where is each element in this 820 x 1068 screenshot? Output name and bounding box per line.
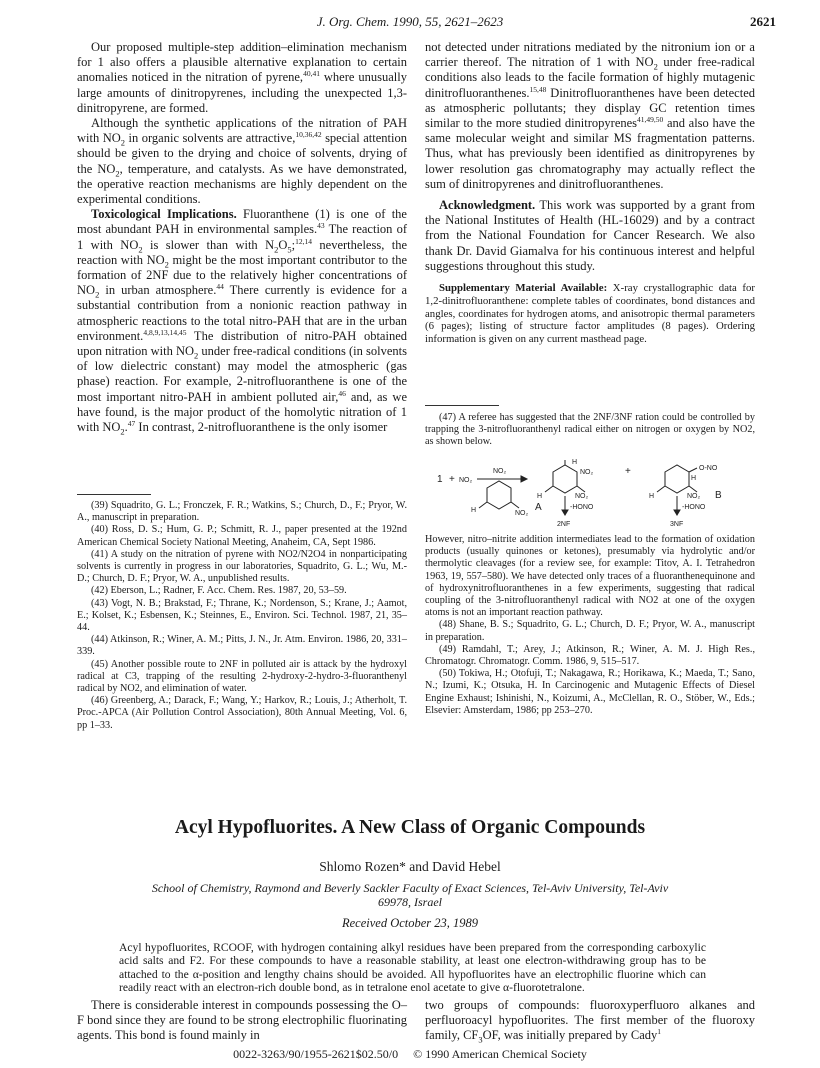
paragraph-toxicological: Toxicological Implications. Fluoranthene (1) is one of the most abundant PAH in environmental samples.$^{43}$ The reaction of 1 with $NO_2$ is slower than with $N_2O_5;^{12,14}$ nevertheless, the reaction with $NO_2$ might be the most important contributor to the formation of 2NF due to the relatively higher concentrations of $NO_2$ in urban atmosphere.$^{44}$ There currently is evidence for a substantial contribution from a nonionic reaction pathway in atmospheric reactions to the total nitro-PAH that are in the urban environment.$^{4,8,9,13,14,45}$ The distribution of nitro-PAH obtained upon nitration with $NO_2$ under free-radical conditions (in solvents of low dielectric constant) may model the atmospheric (gas phase) reaction. For example, 2-nitrofluoranthene is one of the most important nitro-PAH in ambient polluted air,$^{46}$ and, as we have found, is the major product of the homolytic nitration of 1 with $NO_2.^{47}$ In contrast, 2-nitrofluoranthene is the only isomer xyxy=(77,207,408,437)
scheme-h-b: H xyxy=(691,475,697,482)
scheme-hono-b: -HONO xyxy=(682,504,706,511)
scheme-plus: + xyxy=(449,474,455,485)
page-footer xyxy=(0,1047,820,1062)
reference-49: (49) Ramdahl, T.; Arey, J.; Atkinson, R.; Winer, A. M. J. High Res., Chromatogr. Chromatogr. Comm. 1986, 9, 515–517. xyxy=(425,643,755,668)
reaction-arrowhead xyxy=(521,476,527,482)
reference-48: (48) Shane, B. S.; Squadrito, G. L.; Church, D. F.; Pryor, W. A., manuscript in preparation. xyxy=(425,619,755,643)
reference-44: (44) Atkinson, R.; Winer, A. M.; Pitts, J. N., Jr. Atm. Environ. 1986, 20, 331–339. xyxy=(77,634,407,658)
reference-47: (47) A referee has suggested that the 2NF/3NF ration could be controlled by trapping the 3-nitrofluoranthenyl radical either on nitrogen or oxygen by NO2, as shown below. xyxy=(425,412,755,448)
footnote-rule-right xyxy=(425,405,499,406)
scheme-no2-b: NO₂ xyxy=(687,493,701,500)
left-column-body xyxy=(77,40,407,435)
supplementary-material: Supplementary Material Available: X-ray crystallographic data for 1,2-dinitrofluoranthene: complete tables of coordinates, bond distances and angles, coordinates for hydrogen atoms, and anisotropic thermal parameters (6 pages); listing of structure factor amplitudes (8 pages). Ordering information is given on any current masthead page. xyxy=(425,282,755,346)
paragraph-synthetic-applications: Although the synthetic applications of the nitration of PAH with $NO_2$ in organic solvents are attractive,$^{10,36,42}$ special attention should be given to the drying and choice of solvents, drying of the $NO_2$, temperature, and catalysts. As we have demonstrated, the operative reaction mechanisms are highly dependent on the experimental conditions. xyxy=(77,116,408,207)
article-title: Acyl Hypofluorites. A New Class of Organic Compounds xyxy=(174,817,646,838)
article-received-date: Received October 23, 1989 xyxy=(341,916,479,930)
article-code: 0022-3263/90/1955-2621$02.50/0 xyxy=(233,1047,399,1061)
right-column-body xyxy=(425,40,755,346)
scheme-reagent: NO₂ xyxy=(459,477,473,484)
scheme-no2-1: NO₂ xyxy=(515,510,529,517)
scheme-h-a-top: H xyxy=(572,459,578,466)
copyright-notice: © 1990 American Chemical Society xyxy=(413,1047,587,1061)
intro-paragraph-left: There is considerable interest in compounds possessing the O–F bond since they are found to be strong electrophilic fluorinating agents. This bond is found mainly in xyxy=(77,998,407,1043)
footnote-rule-left xyxy=(77,494,151,495)
reaction-scheme xyxy=(425,458,755,530)
scheme-plus-2: + xyxy=(625,466,631,477)
paragraph-mechanism: Our proposed multiple-step addition–elimination mechanism for 1 also offers a plausible alternative explanation to certain anomalies noticed in the nitration of pyrene,$^{40,41}$ where unusually large amounts of dinitropyrenes, including the unexpected 1,3-dinitropyrene, are formed. xyxy=(77,40,407,115)
scheme-hono-a: -HONO xyxy=(570,504,594,511)
article-authors: Shlomo Rozen* and David Hebel xyxy=(319,859,501,874)
scheme-discussion: However, nitro–nitrite addition intermediates lead to the formation of oxidation products (usually quinones or ketones), presumably via hydrolytic and/or thermolytic cleavages (for a review see, for example: Titov, A. I. Tetrahedron 1963, 19, 557–580). We have detected only traces of a fluoranthenequinone and of hydroxynitrofluoranthenes in a few experiments, suggesting that radical coupling of the 3-nitrofluoranthenyl radical with NO2 at one of the oxygen atoms is not an important reaction pathway. xyxy=(425,534,755,619)
acknowledgment-heading: Acknowledgment. xyxy=(439,198,536,213)
scheme-h-1: H xyxy=(471,507,477,514)
reference-43: (43) Vogt, N. B.; Brakstad, F.; Thrane, K.; Nordenson, S.; Krane, J.; Aamot, E.; Kolset, K.; Esbensen, K.; Steinnes, E., Environ. Sci. Technol. 1987, 21, 35–44. xyxy=(77,597,407,634)
scheme-no2-a: NO₂ xyxy=(580,469,594,476)
reference-46: (46) Greenberg, A.; Darack, F.; Wang, Y.; Harkov, R.; Louis, J.; Atherholt, T. Proc.-APCA (Air Pollution Control Association), 80th Annual Meeting, Vol. 6, pp 1–33. xyxy=(77,695,407,731)
paragraph-dinitrofluoranthenes: not detected under nitrations mediated by the nitronium ion or a carrier thereof. The nitration of 1 with $NO_2$ under free-radical conditions also leads to the facile formation of highly mutagenic dinitrofluoranthenes.$^{15,48}$ Dinitrofluoranthenes have been detected as atmospheric pollutants; they display GC retention times similar to the more studied dinitropyrenes$^{41,49,50}$ and also have the same molecular weight and similar MS fragmentation patterns. Thus, what has previously been identified as dinitropyrenes by lower resolution gas chromatography may actually reflect the sum of dinitropyrenes and dinitrofluoranthenes. xyxy=(425,40,755,191)
scheme-arrow-label: NO₂ xyxy=(493,468,507,475)
section-heading-toxicological: Toxicological Implications. xyxy=(91,207,237,222)
intermediate-ring xyxy=(487,481,511,509)
scheme-label-b: B xyxy=(715,490,722,501)
supplementary-heading: Supplementary Material Available: xyxy=(439,282,608,295)
scheme-ono: O-NO xyxy=(699,465,718,472)
journal-citation: J. Org. Chem. 1990, 55, 2621–2623 xyxy=(316,14,504,29)
reference-40: (40) Ross, D. S.; Hum, G. P.; Schmitt, R. J., paper presented at the 192nd American Chemical Society National Meeting, Anaheim, CA, Sept 1986. xyxy=(77,524,407,548)
paragraph-acknowledgment: Acknowledgment. This work was supported by a grant from the National Institutes of Health (HL-16029) and by a contract from the National Foundation for Cancer Research. We also thank Dr. David Giamalva for his continuous interest and helpful suggestions throughout this study. xyxy=(425,198,755,273)
scheme-h-a: H xyxy=(537,493,543,500)
left-references xyxy=(77,500,407,732)
scheme-h-b2: H xyxy=(649,493,655,500)
intro-left xyxy=(77,998,407,1044)
intro-paragraph-right: two groups of compounds: fluoroxyperfluoro alkanes and perfluoroacyl hypofluorites. The first member of the fluoroxy family, $CF_3OF$, was initially prepared by Cady$^1$ xyxy=(425,998,755,1045)
reference-41: (41) A study on the nitration of pyrene with NO2/N2O4 in nonparticipating solvents is currently in progress in our laboratories, Squadrito, G. L.; Wu, M.-D.; Church, D. F.; Pryor, W. A., unpublished results. xyxy=(77,548,407,585)
reference-47-block xyxy=(425,412,755,449)
adduct-a-ring xyxy=(553,465,577,493)
reference-42: (42) Eberson, L.; Radner, F. Acc. Chem. Res. 1987, 20, 53–59. xyxy=(91,585,347,597)
article-abstract: Acyl hypofluorites, RCOOF, with hydrogen containing alkyl residues have been prepared from the corresponding carboxylic acid salts and F2. For these compounds to have a reasonable stability, at least one electron-withdrawing group has to be attached to the α-position and lengthy chains should be avoided. All hypofluorites have an electrophilic fluorine which can readily react with an electron-rich double bond, as in tetralone enol acetate to give α-fluorotetralone. xyxy=(119,941,706,995)
right-references xyxy=(425,534,755,717)
reference-39: (39) Squadrito, G. L.; Fronczek, F. R.; Watkins, S.; Church, D., F.; Pryor, W. A., manuscript in preparation. xyxy=(77,500,407,524)
intro-right xyxy=(425,998,755,1044)
scheme-reactant: 1 xyxy=(437,474,443,485)
scheme-label-a: A xyxy=(535,502,542,513)
scheme-product-2nf: 2NF xyxy=(557,521,571,528)
adduct-b-ring xyxy=(665,465,689,493)
running-head xyxy=(0,14,820,34)
page-number: 2621 xyxy=(750,14,776,29)
scheme-no2-a2: NO₂ xyxy=(575,493,589,500)
scheme-product-3nf: 3NF xyxy=(670,521,684,528)
reference-50: (50) Tokiwa, H.; Otofuji, T.; Nakagawa, R.; Horikawa, K.; Maeda, T.; Sano, N.; Izumi, K.; Otsuka, H. In Carcinogenic and Mutagenic Effects of Diesel Engine Exhaust; Ishinishi, N., Koizumi, A., McClellan, R. O., Stöber, W., Eds.; Elsevier: Amsterdam, 1986; pp 253–270. xyxy=(425,668,755,716)
article-affiliation: School of Chemistry, Raymond and Beverly Sackler Faculty of Exact Sciences, Tel-Aviv University, Tel-Aviv 69978, Israel xyxy=(151,881,669,909)
reference-45: (45) Another possible route to 2NF in polluted air is attack by the hydroxyl radical at C3, trapping of the resulting 2-hydroxy-2-hydro-3-fluoranthenyl radical by NO2, and elimination of water. xyxy=(77,658,407,695)
